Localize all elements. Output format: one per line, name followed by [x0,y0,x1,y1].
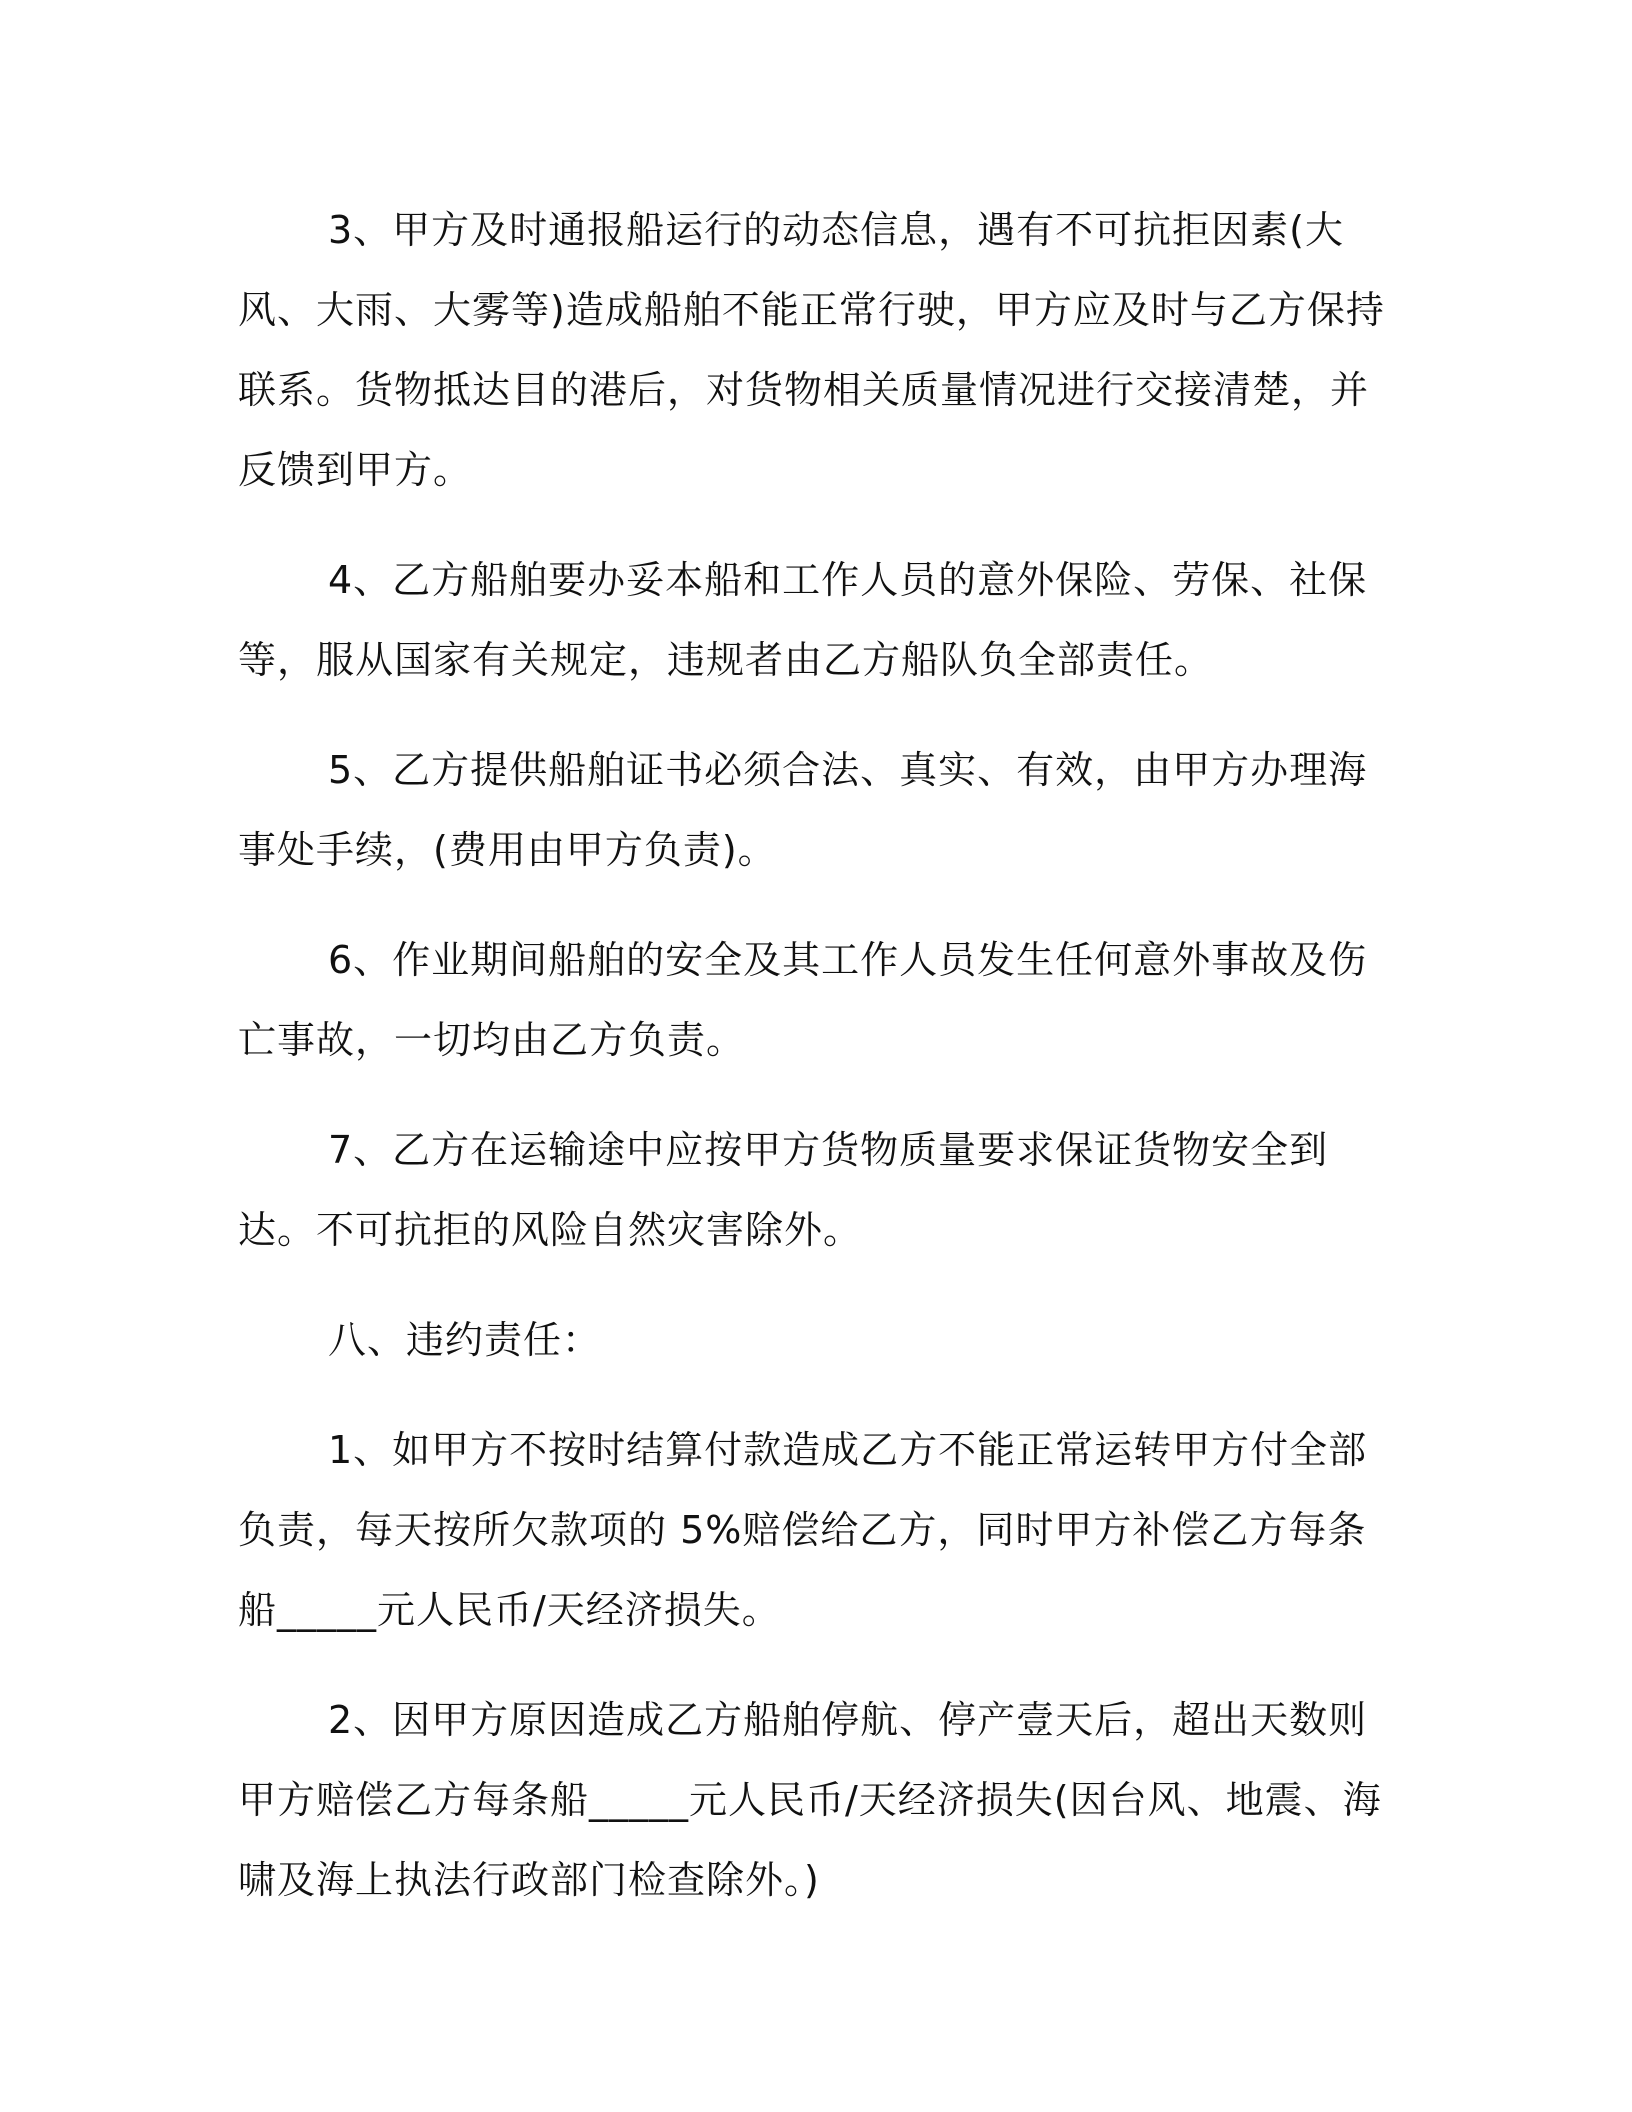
section-heading-breach-liability: 八、违约责任： [328,1318,602,1362]
clause-6-paragraph: 6、作业期间船舶的安全及其工作人员发生任何意外事故及伤亡事故，一切均由乙方负责。 [238,938,1368,1062]
breach-clause-2-paragraph: 2、因甲方原因造成乙方船舶停航、停产壹天后，超出天数则甲方赔偿乙方每条船_____元人民币/天经济损失(因台风、地震、海啸及海上执法行政部门检查除外。) [238,1698,1382,1902]
breach-clause-1-paragraph: 1、如甲方不按时结算付款造成乙方不能正常运转甲方付全部负责，每天按所欠款项的 5%赔偿给乙方，同时甲方补偿乙方每条船_____元人民币/天经济损失。 [238,1428,1368,1632]
clause-4-paragraph: 4、乙方船舶要办妥本船和工作人员的意外保险、劳保、社保等，服从国家有关规定，违规者由乙方船队负全部责任。 [238,558,1368,682]
document-body [238,190,1388,1950]
clause-7-paragraph: 7、乙方在运输途中应按甲方货物质量要求保证货物安全到达。不可抗拒的风险自然灾害除外。 [238,1128,1329,1252]
clause-3-paragraph: 3、甲方及时通报船运行的动态信息，遇有不可抗拒因素(大风、大雨、大雾等)造成船舶不能正常行驶，甲方应及时与乙方保持联系。货物抵达目的港后，对货物相关质量情况进行交接清楚，并反馈到甲方。 [238,208,1385,492]
clause-5-paragraph: 5、乙方提供船舶证书必须合法、真实、有效，由甲方办理海事处手续，(费用由甲方负责)。 [238,748,1368,872]
